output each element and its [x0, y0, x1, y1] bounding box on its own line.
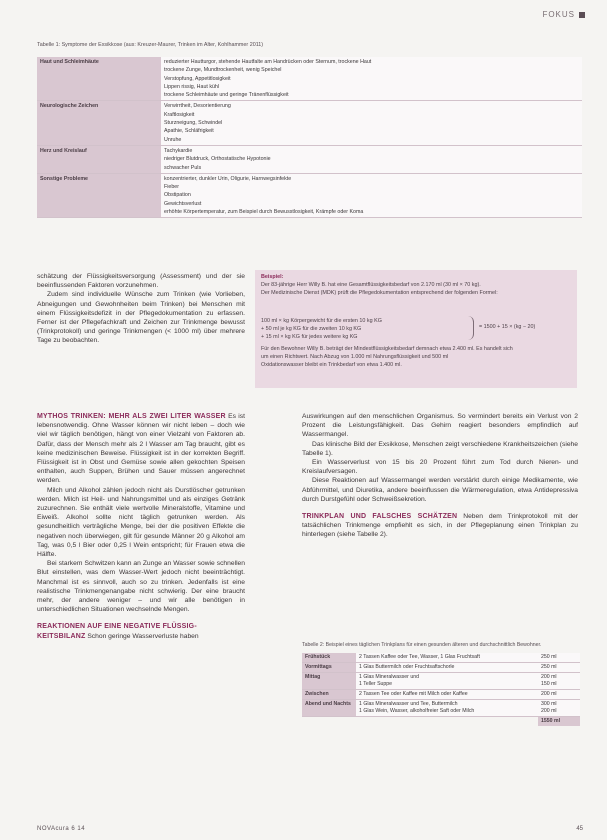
table1-caption: Tabelle 1: Symptome der Exsikkose (aus: Kreuzer-Maurer, Trinken im Alter, Kohlhammer 2011) [37, 42, 264, 48]
table-row [37, 145, 582, 173]
paragraph: schätzung der Flüssigkeitsversorgung (Assessment) und der sie beeinflussenden Faktoren vorzunehmen. [37, 273, 245, 290]
table-items [161, 173, 582, 217]
section-label [542, 10, 585, 19]
table-category: Herz und Kreislauf [37, 145, 161, 173]
meal-cell: Vormittags [302, 663, 356, 673]
table-item: trockene Zunge, Mundtrockenheit, wenig Speichel [164, 67, 282, 74]
drink-cell [356, 690, 538, 700]
drink-item: 1 Teller Suppe [359, 681, 393, 687]
table-item: Fieber [164, 184, 180, 191]
example-box [255, 270, 577, 388]
table-item: trockene Schleimhäute und geringe Tränenflüssigkeit [164, 92, 289, 99]
table-row [302, 673, 580, 690]
table-item: erhöhte Körpertemperatur, zum Beispiel durch Bewusstlosigkeit, Krämpfe oder Koma [164, 209, 364, 216]
table-items [161, 57, 582, 101]
brace-icon [463, 316, 474, 340]
paragraph: Das klinische Bild der Exsikkose, Menschen zeigt verschiedene Krankheitszeichen (siehe Tabelle 1). [302, 440, 578, 457]
paragraph: Ein Wasserverlust von 15 bis 20 Prozent führt zum Tod durch Nieren- und Kreislaufversagen. [302, 459, 578, 476]
section-heading: MYTHOS TRINKEN: MEHR ALS ZWEI LITER WASSER [37, 413, 226, 420]
table-item: Tachykardie [164, 147, 193, 154]
table-item: Gewichtsverlust [164, 200, 202, 207]
left-column [37, 412, 245, 641]
example-line: Oxidationswasser bleibt ein Trinkbedarf von etwa 1.400 ml. [261, 361, 402, 368]
paragraph: Milch und Alkohol zählen jedoch nicht als Durstlöscher getrunken werden. Milch ist Heil- und Nahrungsmittel und als einziges Getränk zuzurechnen. Sie enthält viele wertvolle Mineralstoffe, Vitamine und Eiweiß. Alkohol sollte nicht täglich getrunken werden. Als gesundheitlich verträgliche Menge, bei der die positiven Effekte die negativen noch überwiegen, gilt für gesunde Männer 20 g Alkohol am Tag, was 0,5 l Bier oder 0,25 l Wein entspricht; für Frauen etwa die Hälfte. [37, 486, 245, 559]
amount: 200 ml [541, 691, 557, 697]
table-item: Unruhe [164, 136, 182, 143]
drink-item: 1 Glas Mineralwasser und [359, 674, 419, 680]
formula-terms [261, 318, 461, 341]
table-item: konzentrierter, dunkler Urin, Oligurie, Harnwegsinfekte [164, 175, 292, 182]
table-row [37, 57, 582, 101]
table-category: Sonstige Probleme [37, 173, 161, 217]
amount: 150 ml [541, 681, 557, 687]
section-heading: TRINKPLAN UND FALSCHES SCHÄTZEN [302, 513, 458, 521]
paragraph: Schon geringe Wasserverluste haben [87, 632, 199, 640]
table-category: Haut und Schleimhäute [37, 57, 161, 101]
example-line: um einen Richtwert. Nach Abzug von 1.000 ml Nahrungsflüssigkeit und 500 ml [261, 353, 449, 360]
section-heading: REAKTIONEN AUF EINE NEGATIVE FLÜSSIG- [37, 623, 197, 631]
table-item: reduzierter Hautturgor, stehende Hautfalte am Handrücken oder Sternum, trockene Haut [164, 59, 372, 65]
paragraph: Neben dem Trinkprotokoll mit der tatsächlichen Trinkmenge empfiehlt es sich, in der Pflegeplanung einen Trinkplan zu hinterlegen (siehe Tabelle 2). [302, 513, 579, 539]
amount-cell [538, 690, 580, 700]
example-line: Der Medizinische Dienst (MDK) prüft die Pflegedokumentation entsprechend der folgenden Formel: [261, 289, 498, 296]
paragraph: Es ist lebensnotwendig. Ohne Wasser können wir nicht leben – doch wie viel wir täglich benötigen, hängt von einer Vielzahl von Faktoren ab. Dafür, dass der Mensch mehr als 2 l Wasser am Tag braucht, gibt es keine medizinischen Beweise. Flüssigkeit ist in der korrekten Begriff. Flüssigkeit ist in Obst und Gemüse sowie allen gekochten Speisen enthalten, auch Suppen, Brühen und Sauer müssen angerechnet werden. [37, 413, 245, 485]
formula-term: + 50 ml je kg KG für die zweiten 10 kg KG [261, 325, 362, 332]
example-line: Der 83-jährige Herr Willy B. hat eine Gesamtflüssigkeitsbedarf von 2.170 ml (30 ml × 70 kg). [261, 281, 481, 288]
table-row [302, 700, 580, 717]
table-category: Neurologische Zeichen [37, 101, 161, 145]
table-items [161, 145, 582, 173]
intro-column [37, 272, 245, 346]
drink-item: 1 Glas Wein, Wasser, alkoholfreier Saft oder Milch [359, 708, 475, 714]
magazine-footer: NOVAcura 6 14 [37, 826, 86, 832]
formula-term: + 15 ml × kg KG für jedes weitere kg KG [261, 333, 358, 340]
meal-cell: Mittag [302, 673, 356, 690]
right-column [302, 412, 578, 540]
amount: 250 ml [541, 664, 557, 670]
meal-cell: Frühstück [302, 653, 356, 663]
table-item: Obstipation [164, 192, 191, 199]
example-title: Beispiel: [261, 274, 284, 280]
total-amount: 1550 ml [538, 717, 580, 727]
drink-item: 2 Tassen Kaffee oder Tee, Wasser, 1 Glas Fruchtsaft [359, 654, 480, 660]
amount-cell [538, 673, 580, 690]
amount: 200 ml [541, 708, 557, 714]
table2-caption: Tabelle 2: Beispiel eines täglichen Trinkplans für einen gesunden älteren und durchschnittlich Bewohner. [302, 642, 542, 648]
section-label-text: FOKUS [542, 10, 575, 19]
table-item: Verstopfung, Appetitlosigkeit [164, 75, 231, 82]
drink-cell [356, 700, 538, 717]
paragraph: Auswirkungen auf den menschlichen Organismus. So vermindert bereits ein Verlust von 2 Prozent die Leistungsfähigkeit. Das Gehirn reagiert besonders empfindlich auf Wassermangel. [302, 413, 578, 439]
table-row [37, 101, 582, 145]
meal-cell: Abend und Nachts [302, 700, 356, 717]
table-item: Lippen rissig, Haut kühl [164, 83, 220, 90]
empty-cell [302, 717, 356, 727]
drink-item: 1 Glas Buttermilch oder Fruchtsaftschorle [359, 664, 455, 670]
amount-cell [538, 653, 580, 663]
formula-term: 100 ml × kg Körpergewicht für die ersten 10 kg KG [261, 318, 382, 324]
section-heading: KEITSBILANZ [37, 632, 86, 640]
drink-cell [356, 673, 538, 690]
table-item: Kraftlosigkeit [164, 111, 195, 118]
drinking-plan-table [302, 653, 580, 726]
drink-cell [356, 663, 538, 673]
table-row [302, 663, 580, 673]
table-item: niedriger Blutdruck, Orthostatische Hypotonie [164, 156, 271, 163]
table-items [161, 101, 582, 145]
table-row [37, 173, 582, 217]
meal-cell: Zwischen [302, 690, 356, 700]
paragraph: Zudem sind individuelle Wünsche zum Trinken (wie Vorlieben, Abneigungen und Gewohnheiten beim Trinken) bei Menschen mit einem Flüssigkeitsdefizit in der Pflegedokumentation zu erfassen. Ferner ist der Pflegefachkraft und Zeichen zur Trinkmenge bewusst (Trinkprotokoll) und geringe Trinkmengen (< 1000 ml) über mehrere Tage zu beobachten. [37, 291, 245, 345]
table-item: Sturzneigung, Schwindel [164, 120, 223, 127]
drink-cell [356, 653, 538, 663]
empty-cell [356, 717, 538, 727]
amount: 250 ml [541, 654, 557, 660]
table-item: schwacher Puls [164, 164, 202, 171]
table-item: Verwirrtheit, Desorientierung [164, 103, 231, 110]
table-total-row [302, 717, 580, 727]
symptoms-table [37, 57, 582, 218]
amount: 300 ml [541, 701, 557, 707]
paragraph: Diese Reaktionen auf Wassermangel werden verstärkt durch einige Medikamente, wie Abführmittel, und Diuretika, andere beeinflussen die Wärmeregulation, etwa Antidepressiva durch Durstgefühl oder Schweißsekretion. [302, 477, 578, 503]
page-number: 45 [576, 826, 583, 832]
paragraph: Bei starkem Schwitzen kann an Zunge an Wasser sowie schnellen Blut einstellen, was dem Wasser-Wert jedoch nicht beeinträchtigt. Manchmal ist es sinnvoll, auch so zu trinken. Jedenfalls ist eine realistische Trinkmengenangabe nicht schwierig. Der eine braucht mehr, der andere weniger – und wir alle benötigen in unterschiedlichen Situationen wechselnde Mengen. [37, 560, 245, 614]
table-row [302, 653, 580, 663]
section-square-icon [579, 12, 585, 18]
table-row [302, 690, 580, 700]
amount: 200 ml [541, 674, 557, 680]
amount-cell [538, 663, 580, 673]
drink-item: 1 Glas Mineralwasser und Tee, Buttermilch [359, 701, 458, 707]
example-line: Für den Bewohner Willy B. beträgt der Mindestflüssigkeitsbedarf demnach etwa 2.400 ml. Es handelt sich [261, 346, 513, 352]
amount-cell [538, 700, 580, 717]
drink-item: 2 Tassen Tee oder Kaffee mit Milch oder Kaffee [359, 691, 468, 697]
table-item: Apathie, Schläfrigkeit [164, 128, 214, 135]
formula-result: = 1500 + 15 × (kg − 20) [479, 324, 536, 330]
example-conclusion [261, 346, 571, 369]
